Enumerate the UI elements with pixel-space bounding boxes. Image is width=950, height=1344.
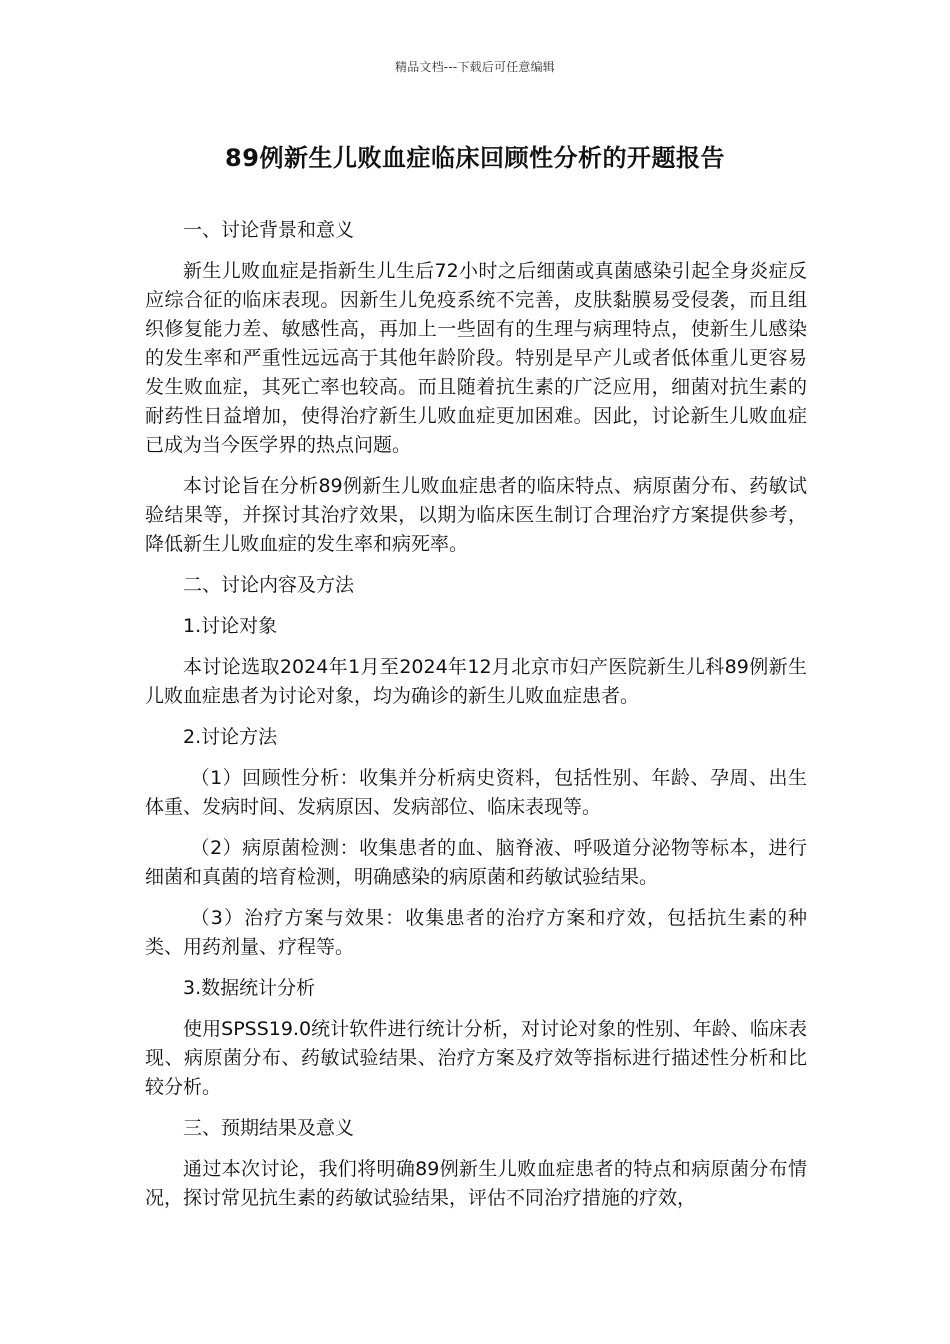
- section-heading-methods: 二、讨论内容及方法: [183, 574, 355, 596]
- section-heading-expected: 三、预期结果及意义: [183, 1117, 355, 1139]
- paragraph-purpose: 本讨论旨在分析89例新生儿败血症患者的临床特点、病原菌分布、药敏试验结果等，并探讨其治疗效果，以期为临床医生制订合理治疗方案提供参考，降低新生儿败血症的发生率和病死率。: [145, 475, 807, 555]
- subheading-subjects: 1.讨论对象: [183, 615, 278, 637]
- header-note: 精品文档---下载后可任意编辑: [395, 60, 555, 74]
- document-body: [145, 216, 807, 1225]
- method-item-pathogen: （2）病原菌检测：收集患者的血、脑脊液、呼吸道分泌物等标本，进行细菌和真菌的培育检测，明确感染的病原菌和药敏试验结果。: [145, 837, 807, 888]
- paragraph-statistics: 使用SPSS19.0统计软件进行统计分析，对讨论对象的性别、年龄、临床表现、病原菌分布、药敏试验结果、治疗方案及疗效等指标进行描述性分析和比较分析。: [145, 1018, 807, 1098]
- document-title: 89例新生儿败血症临床回顾性分析的开题报告: [225, 144, 725, 172]
- paragraph-background: 新生儿败血症是指新生儿生后72小时之后细菌或真菌感染引起全身炎症反应综合征的临床表现。因新生儿免疫系统不完善，皮肤黏膜易受侵袭，而且组织修复能力差、敏感性高，再加上一些固有的生理与病理特点，使新生儿感染的发生率和严重性远远高于其他年龄阶段。特别是早产儿或者低体重儿更容易发生败血症，其死亡率也较高。而且随着抗生素的广泛应用，细菌对抗生素的耐药性日益增加，使得治疗新生儿败血症更加困难。因此，讨论新生儿败血症已成为当今医学界的热点问题。: [145, 260, 807, 456]
- paragraph-subjects: 本讨论选取2024年1月至2024年12月北京市妇产医院新生儿科89例新生儿败血症患者为讨论对象，均为确诊的新生儿败血症患者。: [145, 656, 807, 707]
- subheading-methods: 2.讨论方法: [183, 726, 278, 748]
- paragraph-expected: 通过本次讨论，我们将明确89例新生儿败血症患者的特点和病原菌分布情况，探讨常见抗生素的药敏试验结果，评估不同治疗措施的疗效，: [145, 1158, 807, 1209]
- method-item-retrospective: （1）回顾性分析：收集并分析病史资料，包括性别、年龄、孕周、出生体重、发病时间、发病原因、发病部位、临床表现等。: [145, 767, 807, 818]
- section-heading-background: 一、讨论背景和意义: [183, 219, 355, 241]
- method-item-treatment: （3）治疗方案与效果：收集患者的治疗方案和疗效，包括抗生素的种类、用药剂量、疗程等。: [145, 907, 807, 958]
- subheading-statistics: 3.数据统计分析: [183, 977, 316, 999]
